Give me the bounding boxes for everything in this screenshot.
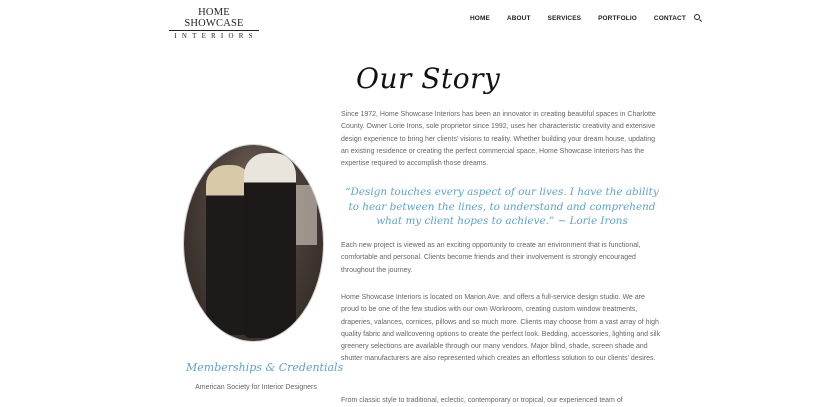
story-paragraph-3: Home Showcase Interiors is located on Marion Ave. and offers a full-service design studio. We are proud to be one of the few studios with our own Workroom, creating custom window treatments, draperies, valances, cornices, pillows and so much more. Clients may choose from a vast array of high quality fabric and wallcovering options to create the perfect look. Bedding, accessories, lighting and silk greenery selections are available through our many vendors. Major blind, shade, screen shade and shutter manufacturers are also represented which creates an effortless solution to our clients' desires. xyxy=(341,294,661,363)
page-title: Our Story xyxy=(356,62,501,95)
story-paragraph-2: Each new project is viewed as an exciting opportunity to create an environment that is functional, comfortable and personal. Clients become friends and their involvement is strongly encouraged throughout the journey. xyxy=(341,242,641,274)
credential-item: American Society for Interior Designers xyxy=(195,384,317,391)
nav-contact[interactable]: CONTACT xyxy=(653,14,686,22)
story-paragraph-4: From classic style to traditional, eclectic, contemporary or tropical, our experienced team of xyxy=(341,397,623,404)
owner-quote: “Design touches every aspect of our lives. I have the ability to hear between the lines, to understand and comprehend what my client hopes to achieve.” ~ Lorie Irons xyxy=(345,186,659,227)
owner-photo xyxy=(184,145,323,341)
story-paragraph-1: Since 1972, Home Showcase Interiors has been an innovator in creating beautiful spaces in Charlotte County. Owner Lorie Irons, sole proprietor since 1992, uses her characteristic creativity and extensive design experience to bring her clients' visions to reality. Whether building your dream house, updating an existing residence or creating the perfect commercial space, Home Showcase Interiors has the expertise required to accomplish those dreams. xyxy=(341,111,656,168)
nav-portfolio[interactable]: PORTFOLIO xyxy=(598,14,637,22)
nav-about[interactable]: ABOUT xyxy=(506,14,531,22)
search-icon[interactable] xyxy=(694,14,702,22)
site-logo[interactable] xyxy=(169,7,259,40)
photo-person-right xyxy=(244,153,296,338)
site-header xyxy=(0,0,840,40)
logo-divider xyxy=(169,30,259,31)
credentials-heading: Memberships & Credentials xyxy=(186,361,344,374)
nav-home[interactable]: HOME xyxy=(470,14,490,22)
logo-top-text: HOME SHOWCASE xyxy=(184,7,244,29)
logo-bottom-text: INTERIORS xyxy=(174,32,258,40)
photo-window xyxy=(293,185,317,245)
nav-services[interactable]: SERVICES xyxy=(547,14,582,22)
main-nav xyxy=(470,12,702,24)
